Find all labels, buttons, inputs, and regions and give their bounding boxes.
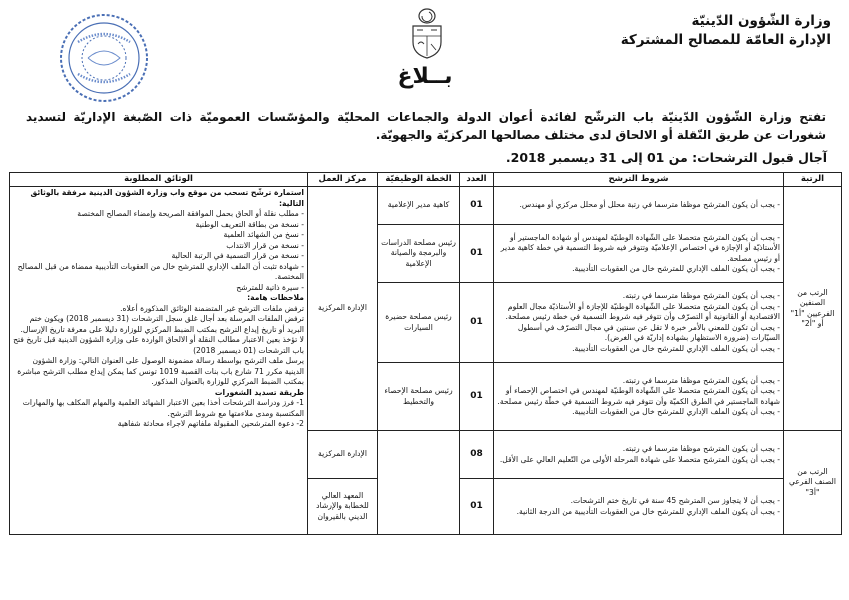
header-count: العدد [460, 173, 494, 187]
document-line: - نسخ من الشهائد العلمية [223, 230, 304, 239]
conditions-cell [494, 431, 784, 479]
workplace-cell: الإدارة المركزية [308, 187, 378, 431]
position-cell: رئيس مصلحة الدراسات والبرمجة والصيانة الإعلامية [378, 225, 460, 283]
official-stamp-icon [58, 12, 150, 104]
notice-title: بــلاغ [397, 64, 453, 89]
document-line: ترفض ملفات الترشح غير المتضمنة الوثائق المذكورة أعلاه. [120, 303, 304, 313]
document-line: طريقة تسديد الشغورات [214, 387, 304, 397]
document-line: ترفض الملفات المرسلة بعد أجال غلق سجل الترشحات (31 ديسمبر 2018) ويكون ختم البريد أو تاريخ إيداع الترشح بمكتب الضبط المركزي للوزارة دليلا على معرفة تاريخ الإرسال. [20, 314, 304, 334]
table-header-row [10, 173, 842, 187]
header-conditions: شروط الترشح [494, 173, 784, 187]
rank-cell: الرتب من الصنف الفرعي "أ3" [784, 431, 842, 535]
conditions-cell [494, 225, 784, 283]
position-cell [378, 431, 460, 535]
ministry-header [571, 12, 831, 50]
condition-line: - يجب أن لا يتجاوز سن المترشح 45 سنة في تاريخ ختم الترشحات. [570, 496, 780, 505]
rank-cell: الرتب من الصنفين الفرعيين "أ1" أو "أ2" [784, 187, 842, 431]
document-line: لا تؤخذ بعين الاعتبار مطالب النقلة أو الالحاق الواردة على وزارة الشؤون الدينية قبل تاريخ فتح باب الترشحات (01 ديسمبر 2018) [13, 335, 304, 355]
count-cell: 01 [460, 187, 494, 225]
document-line: 1- فرز ودراسة الترشحات أخذا بعين الاعتبار الشهائد العلمية والمهام المكلف بها والمهارات المكتسبة ومدى ملاءمتها مع شروط الترشح. [22, 398, 304, 418]
table-row [10, 187, 842, 225]
document-line: 2- دعوة المترشحين المقبولة ملفاتهم لاجراء محادثة شفاهية [117, 419, 304, 428]
position-cell: كاهية مدير الإعلامية [378, 187, 460, 225]
document-line: - نسخة من بطاقة التعريف الوطنية [195, 219, 304, 229]
condition-line: - يجب أن يكون المترشح موظفا مترسما في رتبة محلل أو محلل مركزي أو مهندس. [519, 200, 780, 210]
header-documents: الوثائق المطلوبة [10, 173, 308, 187]
document-line: - نسخة من قرار التسمية في الرتبة الحالية [171, 251, 304, 260]
count-cell: 01 [460, 363, 494, 431]
document-line: يرسل ملف الترشح بواسطة رسالة مضمونة الوصول على العنوان التالي: وزارة الشؤون الدينية مكرر 71 شارع باب بنات القصبة 1019 تونس كما يمكن إيداع مطلب الترشح مباشرة بمكتب الضبط المركزي للوزارة بالعنوان المذكور. [17, 356, 304, 386]
document-line: - نسخة من قرار الانتداب [226, 240, 304, 250]
condition-line: - يجب أن يكون المترشح موظفا مترسما في رتبته. [622, 375, 780, 385]
header-workplace: مركز العمل [308, 173, 378, 187]
vacancies-table [9, 172, 842, 535]
condition-line: - يجب أن يكون المترشح موظفا مترسما في رتبته. [622, 444, 780, 453]
conditions-cell [494, 363, 784, 431]
header-rank: الرتبة [784, 173, 842, 187]
condition-line: - يجب أن يكون المترشح متحصلا على شهادة المرحلة الأولى من التّعليم العالي على الأقل. [499, 454, 780, 464]
condition-line: - يجب أن تكون للمعني بالأمر خبرة لا تقل عن سنتين في مجال التصرّف في أسطول السيّارات (ضرورة الاستظهار بشهادة إداريّة في الغرض). [517, 322, 780, 342]
condition-line: - يجب أن يكون الملف الإداري للمترشح خال من العقوبات التأديبية. [572, 407, 780, 416]
header-position: الخطة الوظيفيّة [378, 173, 460, 187]
count-cell: 01 [460, 479, 494, 535]
conditions-cell [494, 187, 784, 225]
condition-line: - يجب أن يكون المترشح متحصلا على الشّهادة الوطنيّة لمهندس في اختصاص الإحصاء أو شهادة الماجستير في الطرق الكميّة وأن تتوفر فيه شروط التسمية في خطّة رئيس مصلحة. [497, 386, 780, 406]
workplace-cell: الإدارة المركزية [308, 431, 378, 479]
document-line: - شهادة تثبت أن الملف الإداري للمترشح خال من العقوبات التأديبية ممضاة من قبل المصالح المختصة. [17, 261, 304, 281]
condition-line: - يجب أن يكون الملف الإداري للمترشح خال من العقوبات التأديبية. [572, 264, 780, 273]
conditions-cell [494, 479, 784, 535]
coat-of-arms-icon [405, 8, 449, 60]
notice-intro: تفتح وزارة الشّؤون الدّينيّة باب الترشّح لفائدة أعوان الدولة والجماعات المحليّة والمؤسّسات العموميّة ذات الصّبغة الإداريّة لتسديد شغورات عن طريق النّقلة أو الالحاق لدى مختلف مصالحها المركزيّة والجهويّة. [26, 110, 826, 142]
condition-line: - يجب أن يكون الملف الإداري للمترشح خال من العقوبات التأديبية من الدرجة الثانية. [516, 506, 780, 516]
ministry-name: وزارة الشّؤون الدّينيّة [691, 13, 831, 29]
condition-line: - يجب أن يكون المترشح متحصلا على الشّهادة الوطنيّة لمهندس أو شهادة الماجستير أو الأستاذيّة أو الإجازة في اختصاص الإعلاميّة وتتوفر فيه شروط التسمية في خطة كاهية مدير أو رئيس مصلحة. [500, 232, 780, 263]
document-line: ملاحظات هامة: [247, 293, 304, 302]
position-cell: رئيس مصلحة الإحصاء والتخطيط [378, 363, 460, 431]
workplace-cell: المعهد العالي للخطابة والإرشاد الديني بالقيروان [308, 479, 378, 535]
count-cell: 01 [460, 225, 494, 283]
condition-line: - يجب أن يكون المترشح متحصلا على الشّهادة الوطنيّة للإجازة أو الأستاذيّة مجال العلوم الاقتصادية أو القانونية أو التصرّف وأن تتوفر فيه شروط التسمية في خطة رئيس مصلحة. [505, 301, 780, 321]
condition-line: - يجب أن يكون المترشح موظفا مترسما في رتبته. [622, 291, 780, 300]
conditions-cell [494, 283, 784, 363]
directorate-name: الإدارة العامّة للمصالح المشتركة [620, 32, 831, 48]
condition-line: - يجب أن يكون الملف الإداري للمترشح خال من العقوبات التأديبية. [572, 343, 780, 353]
document-line: استمارة ترشّح تسحب من موقع واب وزارة الشؤون الدينية مرفقة بالوثائق التالية: [30, 188, 304, 208]
count-cell: 08 [460, 431, 494, 479]
count-cell: 01 [460, 283, 494, 363]
document-line: - سيرة ذاتية للمترشح [236, 282, 304, 292]
document-line: - مطلب نقلة أو الحاق بحمل الموافقة الصريحة وإمضاء المصالح المختصة [77, 209, 304, 218]
application-deadline: آجال قبول الترشحات: من 01 إلى 31 ديسمبر 2018. [505, 150, 827, 165]
position-cell: رئيس مصلحة حضيرة السيارات [378, 283, 460, 363]
documents-cell [10, 187, 308, 535]
